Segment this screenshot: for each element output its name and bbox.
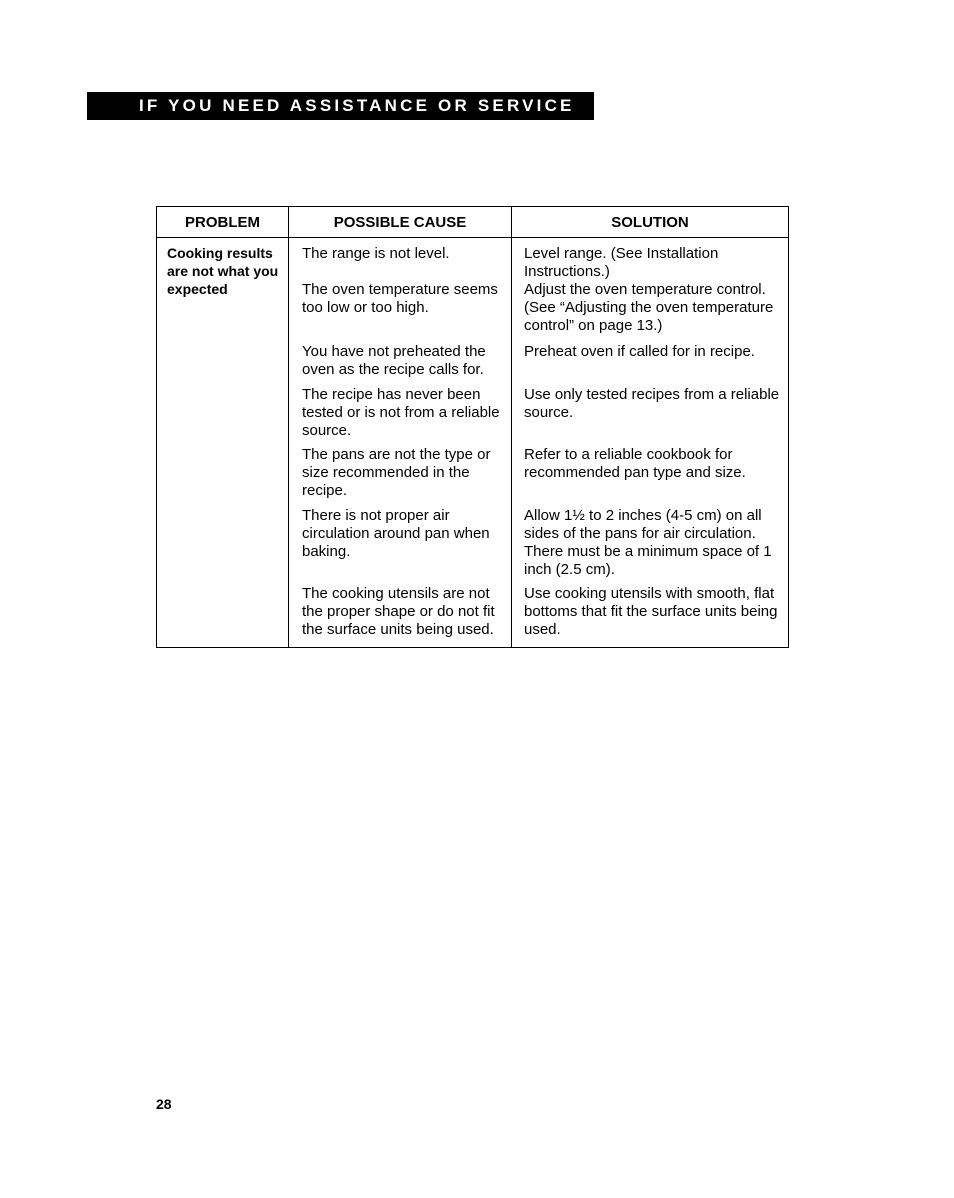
solution-item: Allow 1½ to 2 inches (4-5 cm) on all sides of the pans for air circulation. There must be a minimum space of 1 inch (2.5 cm). [524,507,772,578]
column-header-possible-cause: POSSIBLE CAUSE [289,207,512,238]
table-header-row [157,207,789,238]
problem-cell [157,238,289,648]
page-number: 28 [156,1096,172,1112]
cause-item: You have not preheated the oven as the recipe calls for. [302,343,486,378]
solution-item: Adjust the oven temperature control. (See “Adjusting the oven temperature control” on page 13.) [524,281,774,334]
cause-item: The oven temperature seems too low or too high. [302,281,498,316]
table-row [157,238,789,648]
solution-item: Level range. (See Installation Instructions.) [524,245,719,280]
cause-item: The cooking utensils are not the proper shape or do not fit the surface units being used. [302,585,495,638]
column-header-problem: PROBLEM [157,207,289,238]
cause-item: The range is not level. [302,245,450,262]
solution-item: Preheat oven if called for in recipe. [524,343,755,360]
troubleshooting-table [156,206,789,648]
section-title: IF YOU NEED ASSISTANCE OR SERVICE [139,96,575,115]
solution-cell [512,238,789,648]
section-banner [87,92,594,120]
cause-item: The recipe has never been tested or is not from a reliable source. [302,386,500,439]
cause-item: The pans are not the type or size recommended in the recipe. [302,446,491,499]
solution-item: Refer to a reliable cookbook for recommended pan type and size. [524,446,746,481]
solution-item: Use cooking utensils with smooth, flat bottoms that fit the surface units being used. [524,585,778,638]
possible-cause-cell [289,238,512,648]
column-header-solution: SOLUTION [512,207,789,238]
problem-text: Cooking results are not what you expected [167,245,279,297]
cause-item: There is not proper air circulation around pan when baking. [302,507,490,560]
solution-item: Use only tested recipes from a reliable source. [524,386,780,421]
